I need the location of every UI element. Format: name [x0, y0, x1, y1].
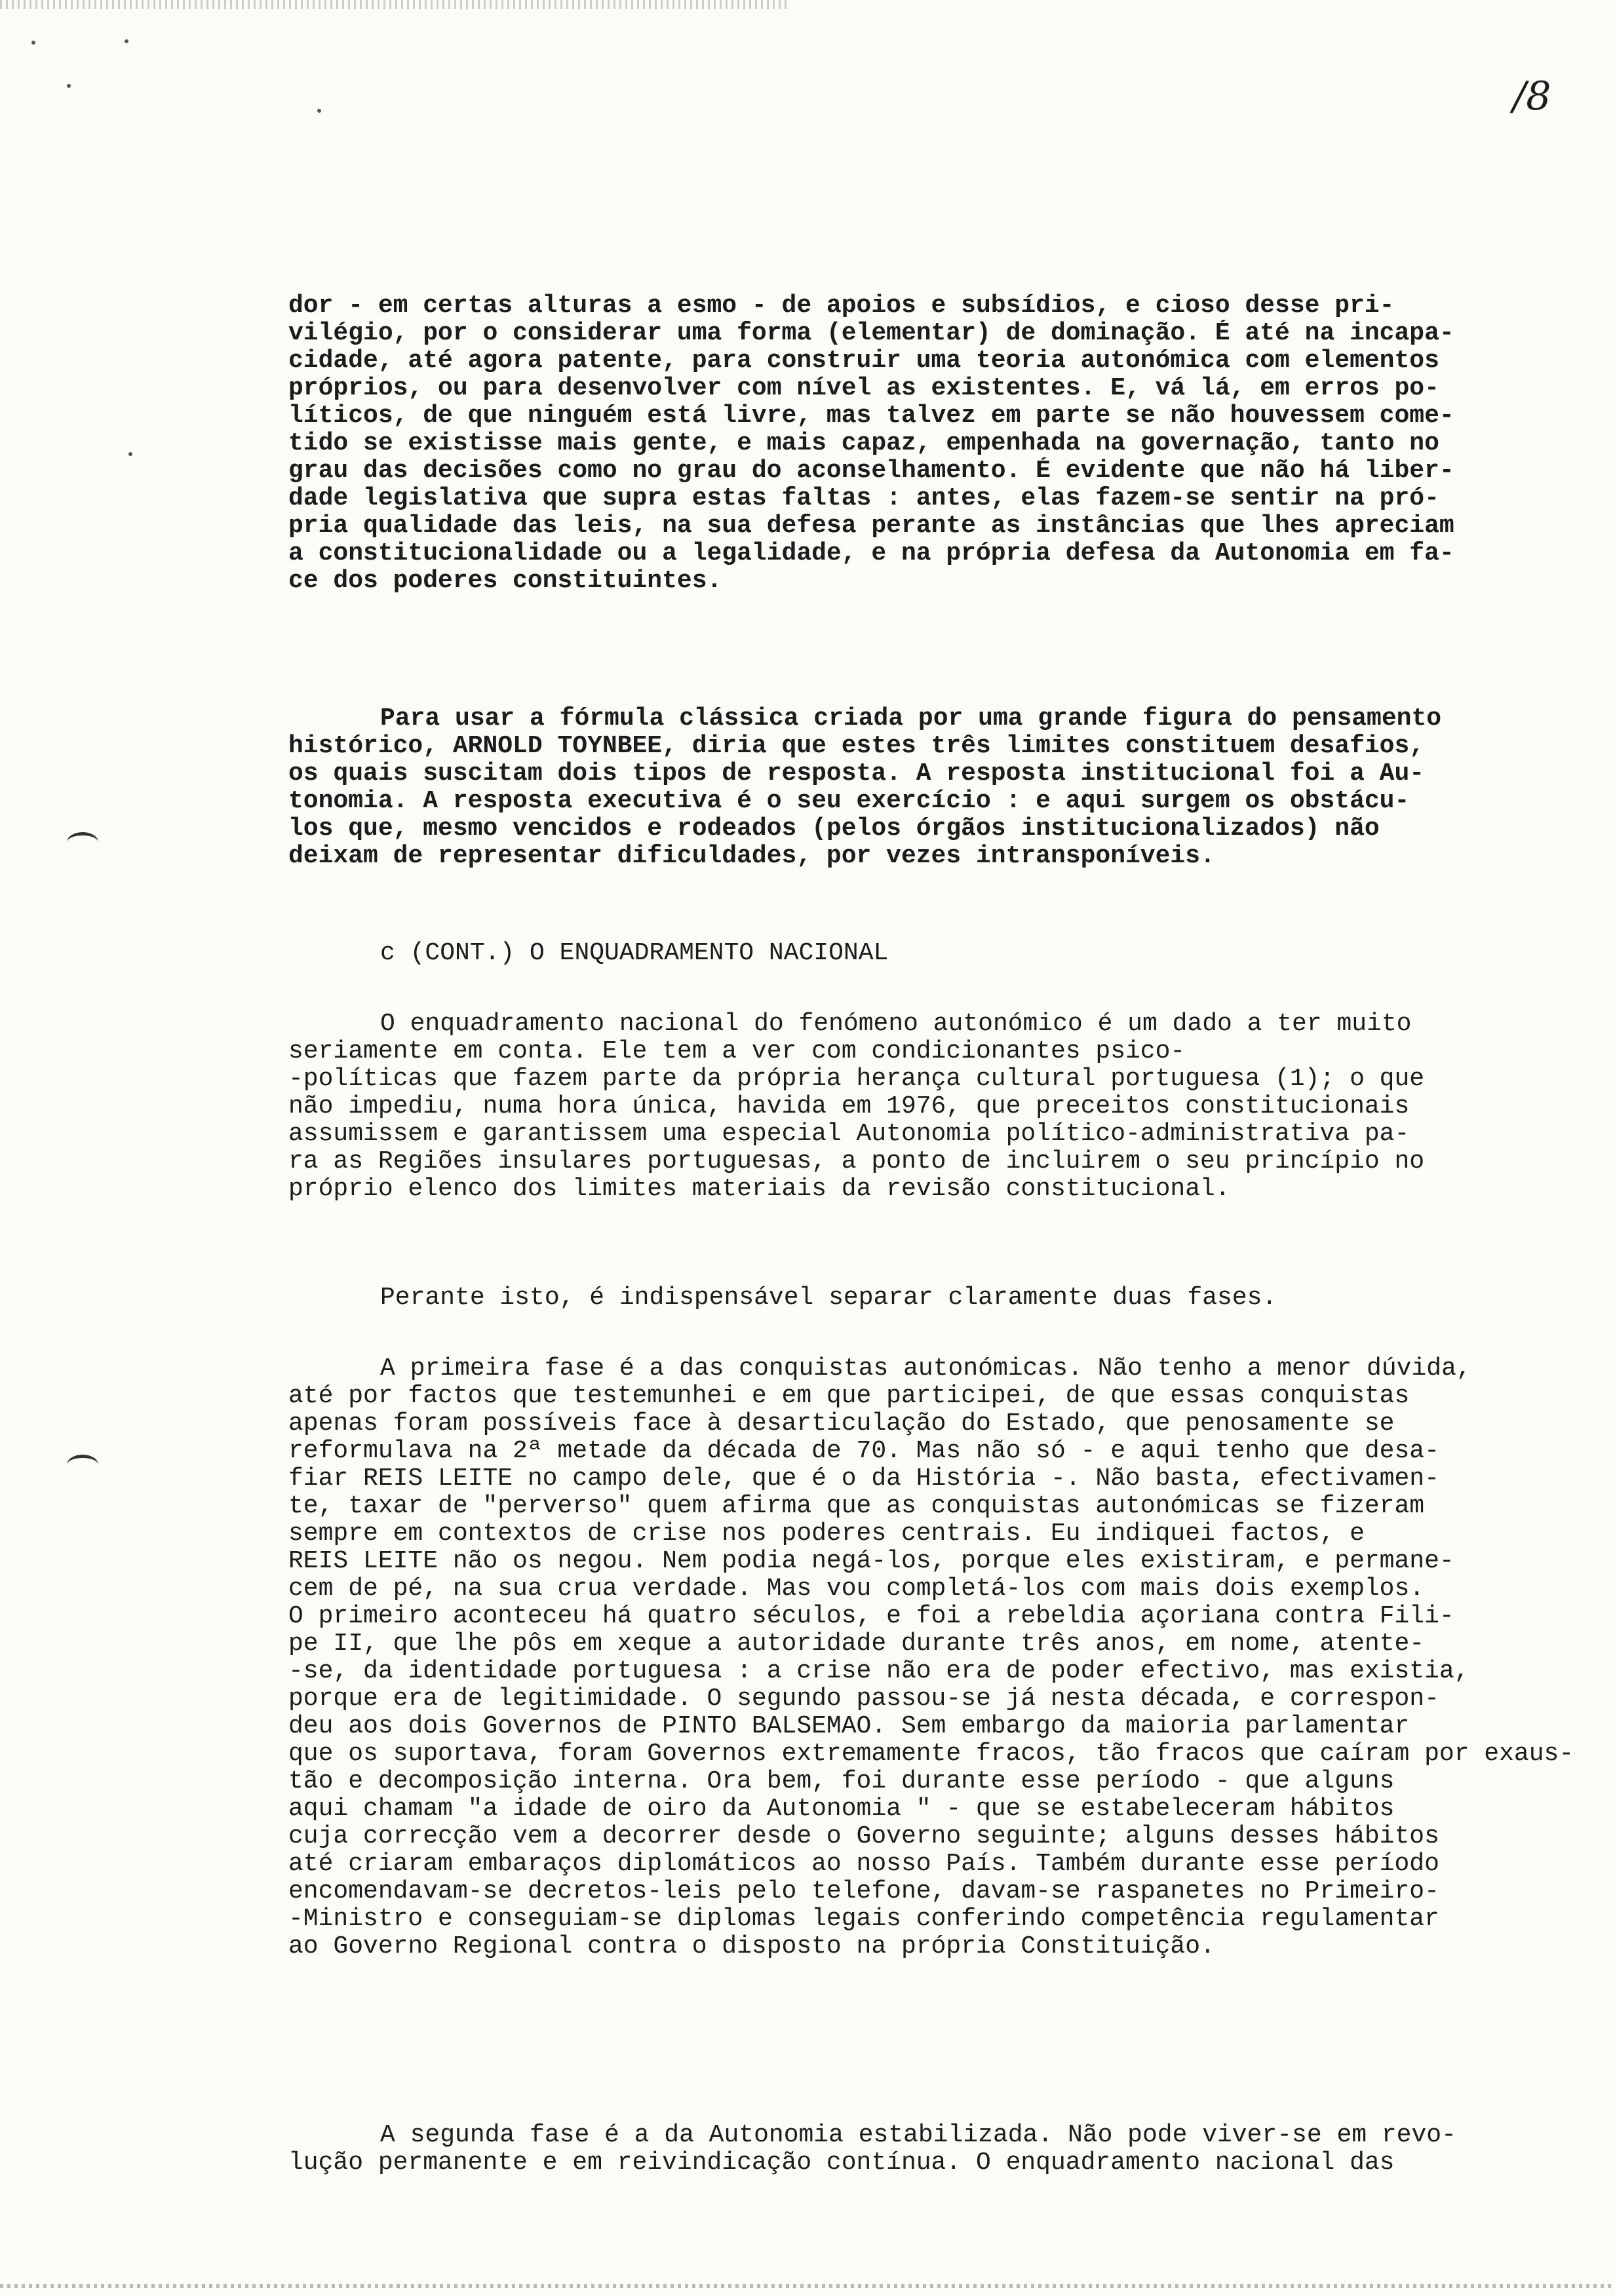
scan-speck	[125, 39, 128, 43]
text-line: A primeira fase é a das conquistas autonómicas. Não tenho a menor dúvida,	[380, 1355, 1471, 1383]
paragraph-primeira-fase	[288, 1355, 1593, 1961]
text-line: próprio elenco dos limites materiais da revisão constitucional.	[288, 1176, 1230, 1203]
scan-speck	[67, 84, 71, 88]
text-line: aqui chamam "a idade de oiro da Autonomia " - que se estabeleceram hábitos	[288, 1795, 1395, 1823]
text-line: líticos, de que ninguém está livre, mas talvez em parte se não houvessem come-	[288, 402, 1454, 430]
text-line: que os suportava, foram Governos extremamente fracos, tão fracos que caíram por exaus-	[288, 1740, 1574, 1768]
text-line: pe II, que lhe pôs em xeque a autoridade durante três anos, em nome, atente-	[288, 1630, 1425, 1658]
text-line: cuja correcção vem a decorrer desde o Governo seguinte; alguns desses hábitos	[288, 1823, 1439, 1850]
scan-speck	[31, 41, 35, 45]
text-line: dade legislativa que supra estas faltas : antes, elas fazem-se sentir na pró-	[288, 485, 1439, 512]
text-line: seriamente em conta. Ele tem a ver com condicionantes psico-	[288, 1038, 1186, 1065]
text-line: fiar REIS LEITE no campo dele, que é o da História -. Não basta, efectivamen-	[288, 1465, 1439, 1493]
text-line: apenas foram possíveis face à desarticulação do Estado, que penosamente se	[288, 1410, 1395, 1438]
text-line: deu aos dois Governos de PINTO BALSEMAO. Sem embargo da maioria parlamentar	[288, 1713, 1410, 1740]
text-line: Para usar a fórmula clássica criada por uma grande figura do pensamento	[380, 705, 1442, 733]
text-line: cidade, até agora patente, para construir uma teoria autonómica com elementos	[288, 347, 1439, 375]
paragraph-fases	[288, 1284, 1593, 1312]
text-line: até criaram embaraços diplomáticos ao nosso País. Também durante esse período	[288, 1850, 1439, 1878]
text-line: tido se existisse mais gente, e mais capaz, empenhada na governação, tanto no	[288, 430, 1439, 457]
text-line: encomendavam-se decretos-leis pelo telefone, davam-se raspanetes no Primeiro-	[288, 1878, 1439, 1905]
text-line: O enquadramento nacional do fenómeno autonómico é um dado a ter muito	[380, 1010, 1412, 1038]
text-line: tão e decomposição interna. Ora bem, foi durante esse período - que alguns	[288, 1768, 1395, 1795]
text-line: lução permanente e em reivindicação contínua. O enquadramento nacional das	[288, 2149, 1395, 2177]
text-line: O primeiro aconteceu há quatro séculos, e foi a rebeldia açoriana contra Fili-	[288, 1603, 1454, 1630]
text-line: a constitucionalidade ou a legalidade, e na própria defesa da Autonomia em fa-	[288, 540, 1454, 567]
section-heading	[288, 940, 1593, 967]
text-line: histórico, ARNOLD TOYNBEE, diria que estes três limites constituem desafios,	[288, 733, 1425, 760]
scan-speck	[128, 452, 132, 456]
margin-mark	[67, 1455, 98, 1475]
paragraph-intro	[288, 292, 1593, 595]
text-line: grau das decisões como no grau do aconselhamento. É evidente que não há liber-	[288, 457, 1454, 485]
paragraph-segunda-fase	[288, 2122, 1593, 2177]
text-line: os quais suscitam dois tipos de resposta. A resposta institucional foi a Au-	[288, 760, 1425, 788]
text-line: tonomia. A resposta executiva é o seu exercício : e aqui surgem os obstácu-	[288, 788, 1410, 815]
text-line: assumissem e garantissem uma especial Autonomia político-administrativa pa-	[288, 1120, 1410, 1148]
margin-mark	[67, 832, 98, 852]
text-line: -se, da identidade portuguesa : a crise não era de poder efectivo, mas existia,	[288, 1658, 1469, 1685]
text-line: -Ministro e conseguiam-se diplomas legais conferindo competência regulamentar	[288, 1905, 1439, 1933]
scan-noise-top	[0, 0, 787, 9]
paragraph-toynbee	[288, 705, 1593, 870]
scan-speck	[317, 109, 321, 113]
paragraph-enquadramento	[288, 1010, 1593, 1203]
text-line: ra as Regiões insulares portuguesas, a ponto de incluirem o seu princípio no	[288, 1148, 1425, 1176]
text-line: deixam de representar dificuldades, por vezes intransponíveis.	[288, 843, 1215, 870]
text-line: te, taxar de "perverso" quem afirma que as conquistas autonómicas se fizeram	[288, 1493, 1425, 1520]
text-line: até por factos que testemunhei e em que participei, de que essas conquistas	[288, 1383, 1410, 1410]
scan-noise-bottom	[0, 2284, 1615, 2288]
text-line: dor - em certas alturas a esmo - de apoios e subsídios, e cioso desse pri-	[288, 292, 1395, 320]
text-line: próprios, ou para desenvolver com nível as existentes. E, vá lá, em erros po-	[288, 375, 1439, 402]
text-line: pria qualidade das leis, na sua defesa perante as instâncias que lhes apreciam	[288, 512, 1454, 540]
text-line: A segunda fase é a da Autonomia estabilizada. Não pode viver-se em revo-	[380, 2122, 1456, 2149]
text-line: vilégio, por o considerar uma forma (elementar) de dominação. É até na incapa-	[288, 320, 1454, 347]
text-line: los que, mesmo vencidos e rodeados (pelos órgãos institucionalizados) não	[288, 815, 1380, 843]
text-line: reformulava na 2ª metade da década de 70. Mas não só - e aqui tenho que desa-	[288, 1438, 1439, 1465]
text-line: Perante isto, é indispensável separar claramente duas fases.	[380, 1284, 1277, 1312]
text-line: REIS LEITE não os negou. Nem podia negá-los, porque eles existiram, e permane-	[288, 1548, 1454, 1575]
text-line: cem de pé, na sua crua verdade. Mas vou completá-los com mais dois exemplos.	[288, 1575, 1425, 1603]
text-line: não impediu, numa hora única, havida em 1976, que preceitos constitucionais	[288, 1093, 1410, 1120]
text-line: -políticas que fazem parte da própria herança cultural portuguesa (1); o que	[288, 1065, 1425, 1093]
text-line: sempre em contextos de crise nos poderes centrais. Eu indiquei factos, e	[288, 1520, 1365, 1548]
page-number: /8	[1513, 73, 1551, 119]
text-line: ao Governo Regional contra o disposto na própria Constituição.	[288, 1933, 1215, 1961]
text-line: ce dos poderes constituintes.	[288, 567, 722, 595]
section-title: c (CONT.) O ENQUADRAMENTO NACIONAL	[380, 940, 889, 967]
text-line: porque era de legitimidade. O segundo passou-se já nesta década, e correspon-	[288, 1685, 1439, 1713]
